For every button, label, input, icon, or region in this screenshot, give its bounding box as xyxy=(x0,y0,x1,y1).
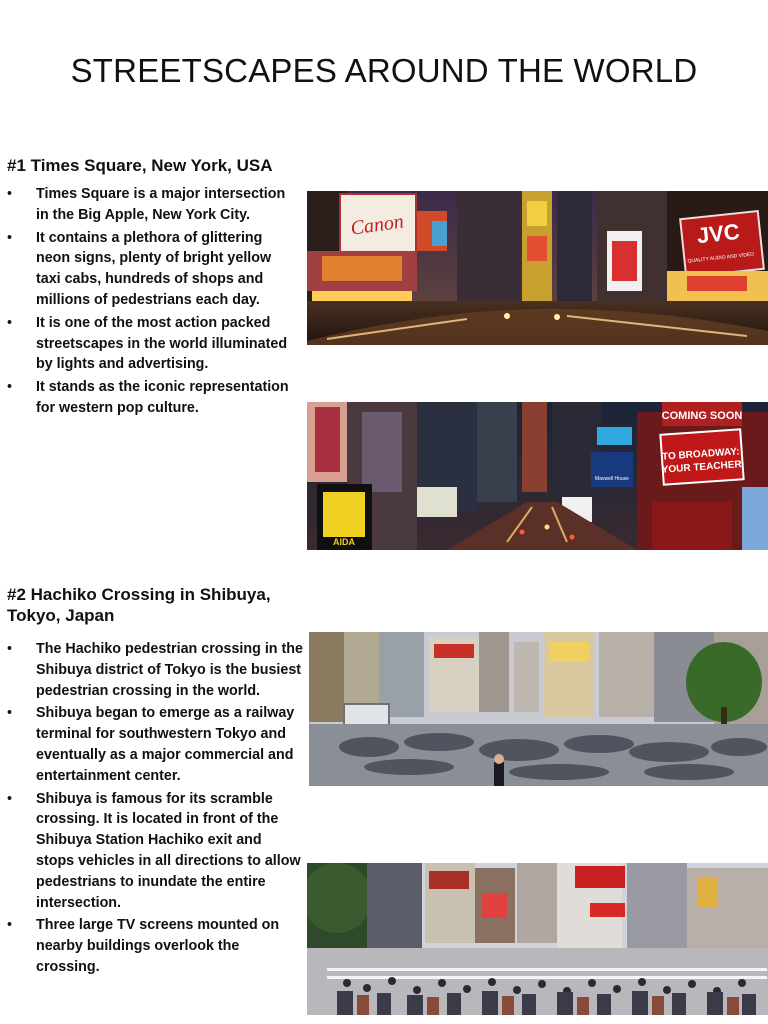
list-item: • Three large TV screens mounted on nearby buildings overlook the crossing. xyxy=(7,917,280,975)
jvc-subtext: QUALITY AUDIO AND VIDEO xyxy=(687,251,755,265)
jvc-sign-text: JVC xyxy=(695,218,741,249)
maxwell-house-sign: Maxwell House xyxy=(595,476,629,482)
bullet-list-shibuya xyxy=(7,639,303,980)
page-title: STREETSCAPES AROUND THE WORLD xyxy=(70,52,698,89)
list-item: • Times Square is a major intersection in the Big Apple, New York City. xyxy=(7,186,286,223)
to-broadway-sign: TO BROADWAY:YOUR TEACHER xyxy=(661,446,743,476)
shibuya-crossing-crowd-photo xyxy=(307,863,768,1015)
coming-soon-sign: COMING SOON xyxy=(661,410,743,422)
list-item: • Shibuya began to emerge as a railway terminal for southwestern Tokyo and eventually as a major commercial and entertainment center. xyxy=(7,705,295,784)
bullet-dot: • xyxy=(7,641,13,657)
bullet-dot: • xyxy=(7,790,13,807)
bullet-dot: • xyxy=(7,186,13,202)
section-heading-times-square: #1 Times Square, New York, USA xyxy=(7,156,273,175)
bullet-dot: • xyxy=(7,314,13,331)
section-heading-shibuya: #2 Hachiko Crossing in Shibuya, Tokyo, Japan xyxy=(7,585,271,625)
shibuya-crossing-blur-photo xyxy=(309,632,768,786)
bullet-list-times-square xyxy=(7,184,299,421)
list-item: • It is one of the most action packed streetscapes in the world illuminated by lights and advertising. xyxy=(7,314,288,373)
aida-sign: AIDA xyxy=(333,537,355,547)
times-square-aerial-photo xyxy=(307,402,768,550)
list-item: • Shibuya is famous for its scramble crossing. It is located in front of the Shibuya Station Hachiko exit and stops vehicles in all directions to allow pedestrians to inundate the entire intersection. xyxy=(7,790,301,911)
bullet-dot: • xyxy=(7,917,13,934)
bullet-dot: • xyxy=(7,705,13,722)
list-item: • The Hachiko pedestrian crossing in the Shibuya district of Tokyo is the busiest pedestrian crossing in the world. xyxy=(7,641,303,699)
list-item: • It stands as the iconic representation for western pop culture. xyxy=(7,379,289,416)
bullet-dot: • xyxy=(7,229,13,246)
list-item: • It contains a plethora of glittering neon signs, plenty of bright yellow taxi cabs, hundreds of shops and millions of pedestrians each day. xyxy=(7,229,272,308)
canon-sign-text: Canon xyxy=(349,210,406,240)
times-square-night-photo xyxy=(307,191,768,345)
bullet-dot: • xyxy=(7,379,13,396)
